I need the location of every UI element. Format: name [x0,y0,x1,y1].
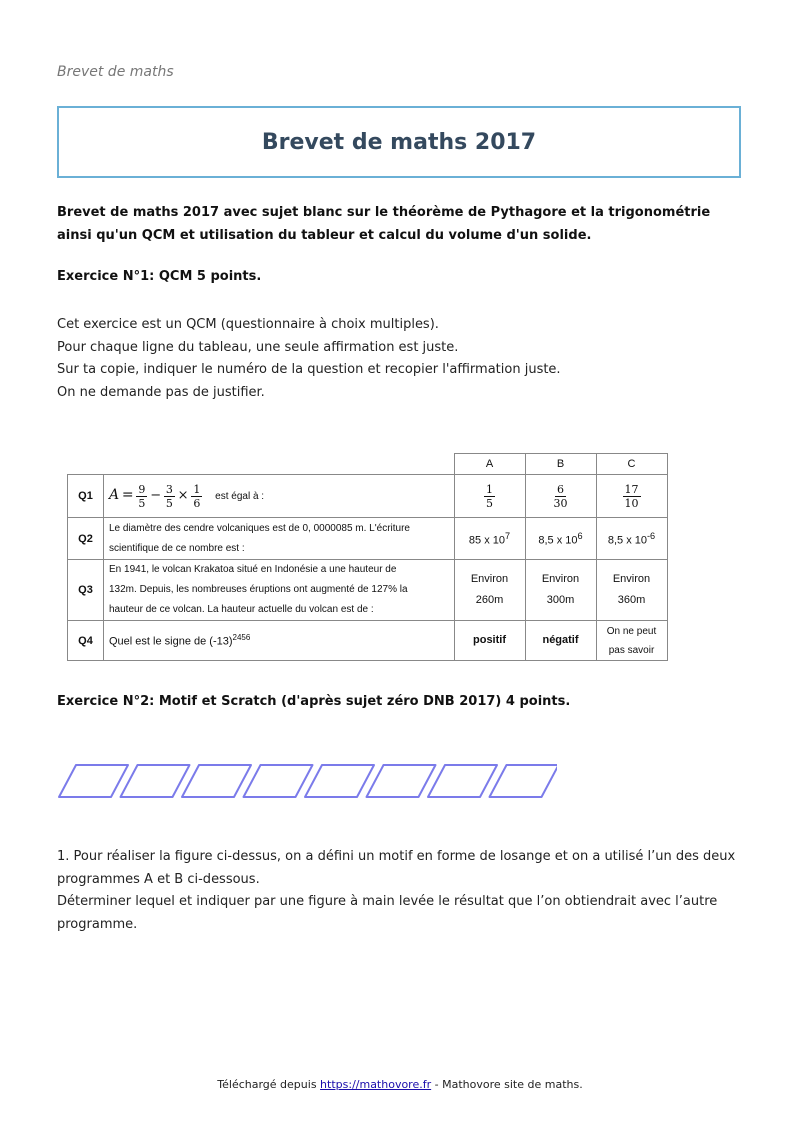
answer-a: positif [454,621,525,661]
answer-c: On ne peut pas savoir [596,621,667,661]
answer-a: 85 x $10^7$ [454,518,525,560]
rhombus-shape [59,765,128,797]
footer-suffix: - Mathovore site de maths. [431,1078,583,1091]
question-line: Déterminer lequel et indiquer par une figure à main levée le résultat que l’on obtiendrait avec l’autre [57,894,718,909]
rhombus-motif-figure [57,761,557,803]
fraction: $\frac{9}{5}$ [138,482,146,510]
answer-c: $\frac{17}{10}$ [596,475,667,518]
footer-link[interactable]: https://mathovore.fr [320,1078,432,1091]
question-id: Q2 [68,518,104,560]
question-text: A = $\frac{9}{5}$ − $\frac{3}{5}$ × $\frac{1}{6}$ est égal à : [104,475,455,518]
answer-b: 8,5 x $10^6$ [525,518,596,560]
question-line: 1. Pour réaliser la figure ci-dessus, on a défini un motif en forme de losange et on a utilisé l’un des deux [57,849,736,864]
question-line: programme. [57,916,138,932]
rhombus-shape [428,765,497,797]
instruction-line: Cet exercice est un QCM (questionnaire à choix multiples). [57,317,439,332]
question-id: Q3 [68,560,104,621]
rhombus-shape [367,765,436,797]
table-row-q2 [68,518,668,560]
question-id: Q1 [68,475,104,518]
column-header-a: A [454,454,525,475]
answer-a: Environ 260m [454,560,525,621]
answer-b: négatif [525,621,596,661]
footer [0,1078,800,1091]
title-box [57,106,741,178]
footer-prefix: Téléchargé depuis [217,1078,321,1091]
exercise2-heading: Exercice N°2: Motif et Scratch (d'après sujet zéro DNB 2017) 4 points. [57,694,571,709]
column-header-c: C [596,454,667,475]
answer-b: $\frac{6}{30}$ [525,475,596,518]
question-text: Quel est le signe de $(-13)^{2456}$ [104,621,455,661]
intro-text: Brevet de maths 2017 avec sujet blanc sur le théorème de Pythagore et la trigonométrie ainsi qu'un QCM et utilisation du tableur et calcul du volume d'un solide. [57,205,711,243]
table-header-row [68,454,668,475]
answer-c: 8,5 x $10^{-6}$ [596,518,667,560]
question-text: Le diamètre des cendre volcaniques est de 0, 0000085 m. L'écriture scientifique de ce nombre est : [104,518,455,560]
column-header-b: B [525,454,596,475]
rhombus-shape [244,765,313,797]
question-line: programmes A et B ci-dessous. [57,871,260,887]
table-row-q4 [68,621,668,661]
fraction: $\frac{1}{6}$ [193,482,201,510]
table-row-q1 [68,475,668,518]
rhombus-shape [182,765,251,797]
answer-b: Environ 300m [525,560,596,621]
exercise1-heading: Exercice N°1: QCM 5 points. [57,269,262,284]
qcm-table [67,453,668,661]
answer-c: Environ 360m [596,560,667,621]
instruction-line: Pour chaque ligne du tableau, une seule affirmation est juste. [57,339,459,355]
answer-a: $\frac{1}{5}$ [454,475,525,518]
table-row-q3 [68,560,668,621]
exercise1-instructions [57,314,747,404]
fraction: $\frac{3}{5}$ [165,482,173,510]
page-title: Brevet de maths 2017 [261,129,537,155]
question-text: En 1941, le volcan Krakatoa situé en Indonésie a une hauteur de 132m. Depuis, les nombreuses éruptions ont augmenté de 127% la hauteur de ce volcan. La hauteur actuelle du volcan est de : [104,560,455,621]
question-id: Q4 [68,621,104,661]
rhombus-shape [490,765,558,797]
instruction-line: On ne demande pas de justifier. [57,384,265,400]
instruction-line: Sur ta copie, indiquer le numéro de la question et recopier l'affirmation juste. [57,362,561,377]
site-label: Brevet de maths [57,64,174,80]
exercise2-question1 [57,846,757,936]
rhombus-shape [305,765,374,797]
rhombus-shape [121,765,190,797]
